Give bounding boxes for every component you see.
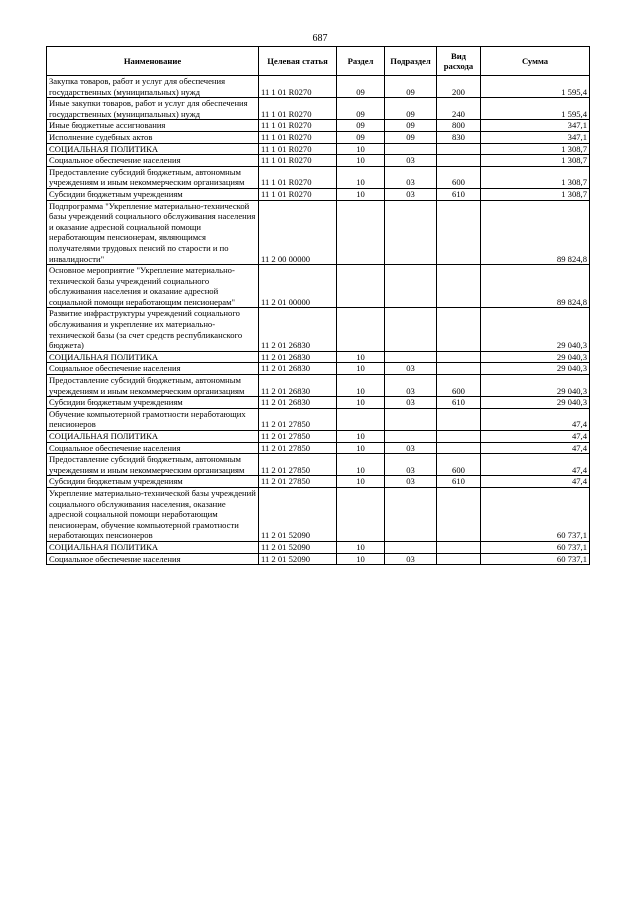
cell-expense-type: 610 xyxy=(437,476,481,488)
cell-expense-type: 600 xyxy=(437,454,481,476)
cell-subsection xyxy=(385,200,437,265)
cell-expense-type xyxy=(437,431,481,443)
cell-sum: 47,4 xyxy=(481,431,590,443)
cell-subsection: 09 xyxy=(385,76,437,98)
cell-section: 10 xyxy=(337,442,385,454)
cell-target: 11 2 01 26830 xyxy=(259,375,337,397)
cell-sum: 89 824,8 xyxy=(481,265,590,308)
cell-subsection: 03 xyxy=(385,363,437,375)
cell-subsection: 09 xyxy=(385,98,437,120)
cell-sum: 60 737,1 xyxy=(481,487,590,541)
cell-section: 09 xyxy=(337,98,385,120)
cell-sum: 29 040,3 xyxy=(481,351,590,363)
cell-name: Социальное обеспечение населения xyxy=(47,553,259,565)
cell-expense-type xyxy=(437,442,481,454)
cell-target: 11 2 01 26830 xyxy=(259,308,337,351)
cell-subsection: 03 xyxy=(385,397,437,409)
table-row xyxy=(47,308,590,351)
cell-expense-type xyxy=(437,200,481,265)
cell-section xyxy=(337,487,385,541)
cell-sum: 29 040,3 xyxy=(481,375,590,397)
table-row xyxy=(47,155,590,167)
cell-section: 10 xyxy=(337,454,385,476)
cell-subsection xyxy=(385,487,437,541)
table-row xyxy=(47,265,590,308)
cell-expense-type xyxy=(437,408,481,430)
cell-sum: 1 308,7 xyxy=(481,143,590,155)
cell-expense-type xyxy=(437,363,481,375)
cell-section: 10 xyxy=(337,143,385,155)
cell-name: СОЦИАЛЬНАЯ ПОЛИТИКА xyxy=(47,351,259,363)
cell-target: 11 2 01 52090 xyxy=(259,487,337,541)
cell-name: Развитие инфраструктуры учреждений социального обслуживания и укрепление их материально-технической базы (за счет средств республиканского бюджета) xyxy=(47,308,259,351)
cell-expense-type xyxy=(437,487,481,541)
cell-target: 11 2 00 00000 xyxy=(259,200,337,265)
cell-target: 11 2 01 27850 xyxy=(259,442,337,454)
cell-name: Социальное обеспечение населения xyxy=(47,155,259,167)
cell-sum: 1 595,4 xyxy=(481,98,590,120)
cell-expense-type xyxy=(437,308,481,351)
cell-sum: 29 040,3 xyxy=(481,397,590,409)
table-row xyxy=(47,397,590,409)
table-row xyxy=(47,442,590,454)
cell-section: 10 xyxy=(337,476,385,488)
cell-target: 11 2 01 27850 xyxy=(259,431,337,443)
cell-expense-type: 240 xyxy=(437,98,481,120)
cell-sum: 60 737,1 xyxy=(481,541,590,553)
cell-target: 11 2 01 26830 xyxy=(259,397,337,409)
table-row xyxy=(47,454,590,476)
cell-name: СОЦИАЛЬНАЯ ПОЛИТИКА xyxy=(47,143,259,155)
cell-target: 11 1 01 R0270 xyxy=(259,76,337,98)
table-row xyxy=(47,166,590,188)
table-row xyxy=(47,541,590,553)
cell-name: Подпрограмма "Укрепление материально-технической базы учреждений социального обслуживания населения и оказание адресной социальной помощи неработающим пенсионерам, являющимся получателями трудовых пенсий по старости и по инвалидности" xyxy=(47,200,259,265)
table-row xyxy=(47,375,590,397)
cell-name: СОЦИАЛЬНАЯ ПОЛИТИКА xyxy=(47,541,259,553)
cell-section xyxy=(337,200,385,265)
cell-name: Социальное обеспечение населения xyxy=(47,363,259,375)
cell-target: 11 2 01 27850 xyxy=(259,454,337,476)
cell-section: 10 xyxy=(337,553,385,565)
budget-table xyxy=(46,46,590,565)
cell-subsection: 03 xyxy=(385,166,437,188)
table-row xyxy=(47,98,590,120)
cell-target: 11 2 01 27850 xyxy=(259,408,337,430)
cell-subsection xyxy=(385,431,437,443)
cell-subsection: 03 xyxy=(385,454,437,476)
cell-name: Укрепление материально-технической базы учреждений социального обслуживания населения, оказание адресной социальной помощи неработающим пенсионерам, обучение компьютерной грамотности неработающих пенсионеров xyxy=(47,487,259,541)
cell-subsection xyxy=(385,541,437,553)
cell-name: Предоставление субсидий бюджетным, автономным учреждениям и иным некоммерческим организациям xyxy=(47,166,259,188)
cell-subsection: 03 xyxy=(385,442,437,454)
table-row xyxy=(47,143,590,155)
cell-section: 09 xyxy=(337,131,385,143)
cell-target: 11 2 01 26830 xyxy=(259,363,337,375)
cell-target: 11 2 01 52090 xyxy=(259,553,337,565)
cell-target: 11 2 01 00000 xyxy=(259,265,337,308)
column-header-subsection: Подраздел xyxy=(385,47,437,76)
cell-expense-type: 610 xyxy=(437,397,481,409)
cell-name: Предоставление субсидий бюджетным, автономным учреждениям и иным некоммерческим организациям xyxy=(47,454,259,476)
cell-sum: 1 308,7 xyxy=(481,188,590,200)
table-row xyxy=(47,553,590,565)
cell-expense-type: 800 xyxy=(437,120,481,132)
cell-subsection: 09 xyxy=(385,120,437,132)
cell-section: 09 xyxy=(337,120,385,132)
cell-target: 11 2 01 27850 xyxy=(259,476,337,488)
column-header-expense-type: Вид расхода xyxy=(437,47,481,76)
cell-sum: 60 737,1 xyxy=(481,553,590,565)
cell-name: Основное мероприятие "Укрепление материально-технической базы учреждений социального обслуживания населения и оказание адресной социальной помощи неработающим пенсионерам" xyxy=(47,265,259,308)
cell-subsection xyxy=(385,408,437,430)
page-number: 687 xyxy=(312,33,328,44)
cell-target: 11 1 01 R0270 xyxy=(259,155,337,167)
cell-target: 11 2 01 52090 xyxy=(259,541,337,553)
table-header-row xyxy=(47,47,590,76)
table-row xyxy=(47,200,590,265)
cell-expense-type: 200 xyxy=(437,76,481,98)
cell-name: СОЦИАЛЬНАЯ ПОЛИТИКА xyxy=(47,431,259,443)
cell-section: 10 xyxy=(337,363,385,375)
column-header-name: Наименование xyxy=(47,47,259,76)
cell-target: 11 1 01 R0270 xyxy=(259,143,337,155)
cell-expense-type xyxy=(437,143,481,155)
cell-subsection: 03 xyxy=(385,188,437,200)
cell-subsection xyxy=(385,351,437,363)
cell-section xyxy=(337,408,385,430)
cell-target: 11 2 01 26830 xyxy=(259,351,337,363)
cell-expense-type: 830 xyxy=(437,131,481,143)
cell-section xyxy=(337,265,385,308)
table-row xyxy=(47,351,590,363)
cell-section: 10 xyxy=(337,188,385,200)
cell-name: Закупка товаров, работ и услуг для обеспечения государственных (муниципальных) нужд xyxy=(47,76,259,98)
cell-name: Иные бюджетные ассигнования xyxy=(47,120,259,132)
cell-section: 09 xyxy=(337,76,385,98)
cell-name: Предоставление субсидий бюджетным, автономным учреждениям и иным некоммерческим организациям xyxy=(47,375,259,397)
cell-section: 10 xyxy=(337,351,385,363)
cell-sum: 1 308,7 xyxy=(481,155,590,167)
cell-sum: 347,1 xyxy=(481,131,590,143)
cell-section: 10 xyxy=(337,155,385,167)
cell-expense-type xyxy=(437,265,481,308)
cell-sum: 1 308,7 xyxy=(481,166,590,188)
table-row xyxy=(47,120,590,132)
cell-section: 10 xyxy=(337,166,385,188)
table-row xyxy=(47,76,590,98)
cell-name: Исполнение судебных актов xyxy=(47,131,259,143)
cell-section: 10 xyxy=(337,375,385,397)
cell-target: 11 1 01 R0270 xyxy=(259,131,337,143)
column-header-section: Раздел xyxy=(337,47,385,76)
cell-name: Субсидии бюджетным учреждениям xyxy=(47,397,259,409)
table-row xyxy=(47,408,590,430)
table-row xyxy=(47,188,590,200)
column-header-sum: Сумма xyxy=(481,47,590,76)
cell-name: Обучение компьютерной грамотности неработающих пенсионеров xyxy=(47,408,259,430)
cell-expense-type: 600 xyxy=(437,375,481,397)
cell-subsection: 03 xyxy=(385,476,437,488)
cell-subsection: 03 xyxy=(385,375,437,397)
cell-sum: 29 040,3 xyxy=(481,308,590,351)
table-row xyxy=(47,363,590,375)
cell-subsection xyxy=(385,143,437,155)
table-row xyxy=(47,431,590,443)
column-header-target: Целевая статья xyxy=(259,47,337,76)
cell-sum: 47,4 xyxy=(481,454,590,476)
cell-subsection xyxy=(385,265,437,308)
cell-name: Субсидии бюджетным учреждениям xyxy=(47,476,259,488)
cell-section: 10 xyxy=(337,541,385,553)
cell-expense-type xyxy=(437,541,481,553)
cell-subsection: 03 xyxy=(385,553,437,565)
cell-subsection xyxy=(385,308,437,351)
cell-name: Социальное обеспечение населения xyxy=(47,442,259,454)
cell-expense-type: 600 xyxy=(437,166,481,188)
cell-target: 11 1 01 R0270 xyxy=(259,120,337,132)
cell-name: Субсидии бюджетным учреждениям xyxy=(47,188,259,200)
cell-sum: 29 040,3 xyxy=(481,363,590,375)
cell-target: 11 1 01 R0270 xyxy=(259,98,337,120)
cell-target: 11 1 01 R0270 xyxy=(259,166,337,188)
table-row xyxy=(47,487,590,541)
cell-sum: 1 595,4 xyxy=(481,76,590,98)
cell-section: 10 xyxy=(337,431,385,443)
cell-sum: 347,1 xyxy=(481,120,590,132)
cell-expense-type xyxy=(437,155,481,167)
cell-subsection: 03 xyxy=(385,155,437,167)
cell-sum: 47,4 xyxy=(481,442,590,454)
cell-sum: 89 824,8 xyxy=(481,200,590,265)
cell-section: 10 xyxy=(337,397,385,409)
cell-section xyxy=(337,308,385,351)
table-row xyxy=(47,476,590,488)
cell-expense-type: 610 xyxy=(437,188,481,200)
table-row xyxy=(47,131,590,143)
cell-expense-type xyxy=(437,351,481,363)
cell-sum: 47,4 xyxy=(481,476,590,488)
cell-target: 11 1 01 R0270 xyxy=(259,188,337,200)
cell-subsection: 09 xyxy=(385,131,437,143)
cell-expense-type xyxy=(437,553,481,565)
cell-sum: 47,4 xyxy=(481,408,590,430)
cell-name: Иные закупки товаров, работ и услуг для обеспечения государственных (муниципальных) нужд xyxy=(47,98,259,120)
